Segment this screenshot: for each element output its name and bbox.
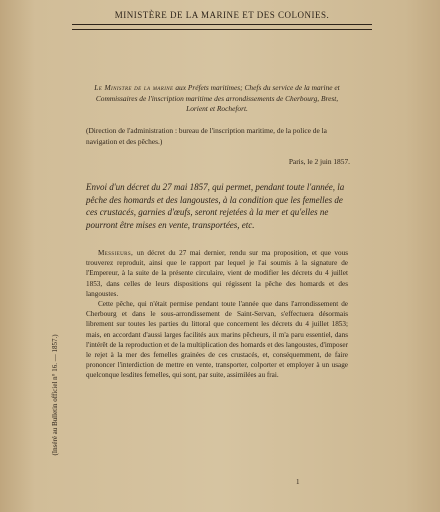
circular-address — [86, 83, 348, 115]
bulletin-margin-note: (Inséré au Bulletin officiel n° 16. — 1857.) — [51, 334, 59, 456]
body-paragraph-2: Cette pêche, qui n'était permise pendant toute l'année que dans l'arrondissement de Cherbourg et dans le sous-arrondissement de Saint-Servan, s'effectuera désormais librement sur toutes les parties du littoral que concernent les décrets du 4 juillet 1853; mais, en accordant d'aussi larges facilités aux marins pêcheurs, il m'a paru essentiel, dans l'intérêt de la reproduction et de la multiplication des homards et des langoustes, d'imposer le rejet à la mer des femelles grainées de ces crustacés, et, conséquemment, de faire prononcer l'interdiction de mettre en vente, transporter, colporter et employer à un usage quelconque lesdites femelles, qui sont, par suite, assimilées au frai. — [86, 300, 348, 380]
dateline: Paris, le 2 juin 1857. — [288, 157, 350, 166]
circular-summary: Envoi d'un décret du 27 mai 1857, qui permet, pendant toute l'année, la pêche des homards et des langoustes, à la condition que les femelles de ces crustacés, garnies d'œufs, seront rejetées à la mer et qu'elles ne pourront être mises en vente, transportées, etc. — [86, 182, 345, 230]
body-paragraph-1 — [86, 248, 348, 299]
paragraph-1-text: un décret du 27 mai dernier, rendu sur ma proposition, et que vous trouverez reproduit, ainsi que le rapport par lequel je l'ai soumis à la signature de l'Empereur, à la suite de la présente circulaire, vient de modifier les décrets du 4 juillet 1853, dans celles de leurs dispositions qui régissent la pêche des homards et des langoustes. — [86, 249, 348, 298]
page-number: 1 — [296, 478, 300, 486]
header-double-rule — [72, 24, 372, 30]
address-lead: Le Ministre de la marine — [94, 83, 174, 92]
direction-note: (Direction de l'administration : bureau de l'inscription maritime, de la police de la navigation et des pêches.) — [86, 126, 327, 146]
salutation: Messieurs, — [98, 249, 134, 257]
circular-body — [86, 248, 348, 381]
page-header: MINISTÈRE DE LA MARINE ET DES COLONIES. — [114, 10, 330, 20]
address-rest: aux Préfets maritimes; Chefs du service de la marine et Commissaires de l'inscription maritime des arrondissements de Cherbourg, Brest, Lorient et Rochefort. — [95, 83, 340, 113]
